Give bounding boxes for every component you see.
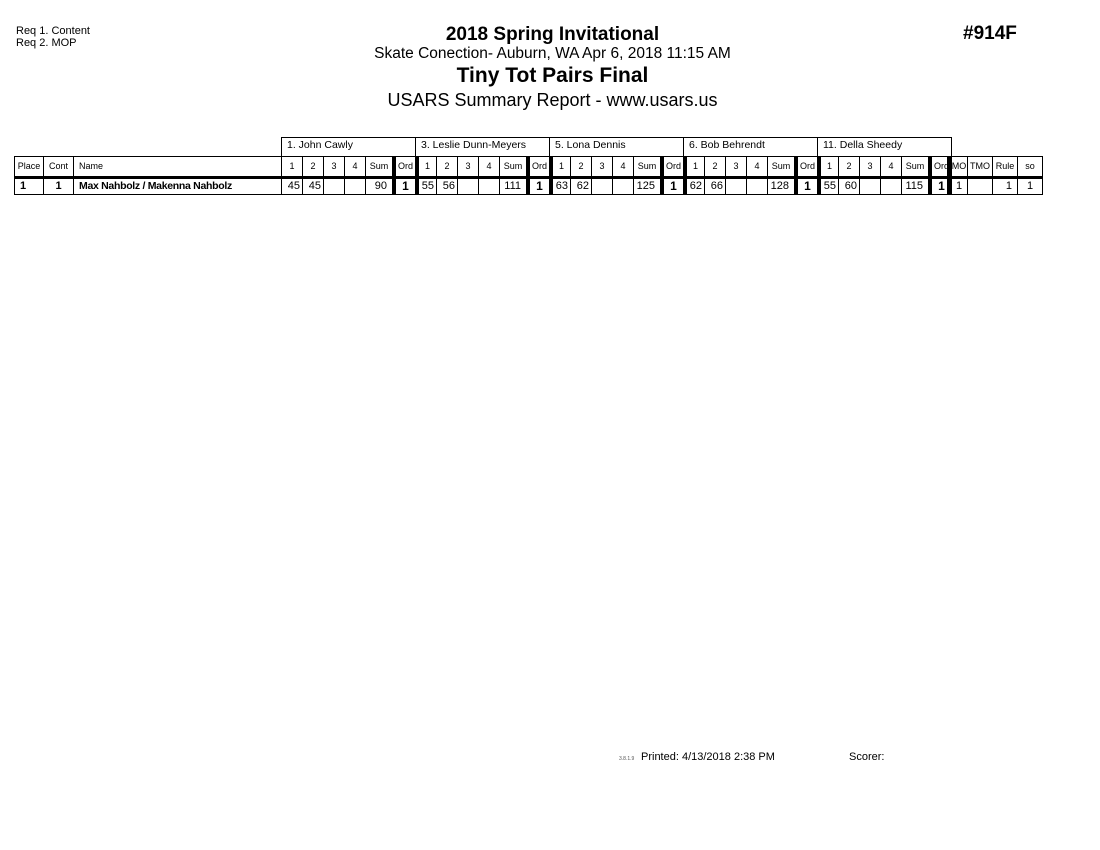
judge-4-score-sum: 128: [767, 178, 795, 195]
judge-3-col-header-s3: 3: [591, 156, 613, 177]
judge-2-score-s2: 56: [436, 178, 458, 195]
requirement-1: Req 1. Content: [16, 25, 90, 37]
judge-5-score-s4: [880, 178, 902, 195]
judge-4-col-header-sum: Sum: [767, 156, 795, 177]
judge-4-score-ord: 1: [794, 178, 818, 195]
judge-2-score-s4: [478, 178, 500, 195]
judge-2-col-header-s1: 1: [415, 156, 437, 177]
judge-3-col-header-s1: 1: [549, 156, 571, 177]
judge-5-col-header-s1: 1: [817, 156, 839, 177]
col-header-place: Place: [14, 156, 44, 177]
judge-5-score-sum: 115: [901, 178, 929, 195]
judge-1-col-header-ord: Ord: [392, 156, 416, 177]
software-version: [619, 751, 634, 763]
judge-4-score-s1: 62: [683, 178, 705, 195]
row-so: 1: [1017, 178, 1043, 195]
col-header-name: Name: [73, 156, 282, 177]
event-title: 2018 Spring Invitational: [445, 24, 660, 45]
judge-2-col-header-ord: Ord: [526, 156, 550, 177]
venue-line: Skate Conection- Auburn, WA Apr 6, 2018 11:15 AM: [374, 45, 731, 62]
version-label: 3.8.1.9: [619, 756, 635, 762]
judge-3-score-s3: [591, 178, 613, 195]
judge-3-score-sum: 125: [633, 178, 661, 195]
col-header-rule: Rule: [992, 156, 1018, 177]
col-header-tmo: TMO: [967, 156, 993, 177]
judge-5-col-header-s2: 2: [838, 156, 860, 177]
judge-3-col-header-sum: Sum: [633, 156, 661, 177]
judge-2-score-sum: 111: [499, 178, 527, 195]
judge-5-score-s3: [859, 178, 881, 195]
judge-1-score-s2: 45: [302, 178, 324, 195]
judge-2-col-header-s3: 3: [457, 156, 479, 177]
col-header-mo: MO: [947, 156, 968, 177]
judge-1-score-s1: 45: [281, 178, 303, 195]
judge-4-score-s3: [725, 178, 747, 195]
judge-5-score-s1: 55: [817, 178, 839, 195]
judge-3-score-s4: [612, 178, 634, 195]
row-cont: 1: [43, 178, 74, 195]
judge-header-3: 5. Lona Dennis: [549, 137, 684, 157]
judge-1-col-header-s4: 4: [344, 156, 366, 177]
judge-1-score-s4: [344, 178, 366, 195]
judge-4-score-s4: [746, 178, 768, 195]
judge-3-col-header-s4: 4: [612, 156, 634, 177]
report-title: USARS Summary Report - www.usars.us: [387, 90, 718, 110]
judge-4-col-header-ord: Ord: [794, 156, 818, 177]
row-name: Max Nahbolz / Makenna Nahbolz: [73, 178, 282, 195]
judge-header-2: 3. Leslie Dunn-Meyers: [415, 137, 550, 157]
judge-2-score-ord: 1: [526, 178, 550, 195]
judge-4-score-s2: 66: [704, 178, 726, 195]
judge-5-score-ord: 1: [928, 178, 952, 195]
event-code: #914F: [963, 23, 1017, 44]
judge-1-col-header-s1: 1: [281, 156, 303, 177]
judge-2-col-header-s4: 4: [478, 156, 500, 177]
judge-1-col-header-s3: 3: [323, 156, 345, 177]
judge-5-col-header-sum: Sum: [901, 156, 929, 177]
judge-3-col-header-s2: 2: [570, 156, 592, 177]
judge-1-col-header-s2: 2: [302, 156, 324, 177]
event-name: Tiny Tot Pairs Final: [456, 64, 649, 87]
row-place: 1: [14, 178, 44, 195]
judge-2-col-header-sum: Sum: [499, 156, 527, 177]
judge-5-score-s2: 60: [838, 178, 860, 195]
col-header-cont: Cont: [43, 156, 74, 177]
judge-4-col-header-s4: 4: [746, 156, 768, 177]
judge-1-score-ord: 1: [392, 178, 416, 195]
printed-timestamp: Printed: 4/13/2018 2:38 PM: [641, 751, 775, 763]
judge-3-score-s2: 62: [570, 178, 592, 195]
judge-header-1: 1. John Cawly: [281, 137, 416, 157]
judge-2-col-header-s2: 2: [436, 156, 458, 177]
row-mo: 1: [947, 178, 968, 195]
judge-5-col-header-s3: 3: [859, 156, 881, 177]
judge-3-score-s1: 63: [549, 178, 571, 195]
judge-3-score-ord: 1: [660, 178, 684, 195]
judge-2-score-s3: [457, 178, 479, 195]
judge-5-col-header-s4: 4: [880, 156, 902, 177]
judge-header-4: 6. Bob Behrendt: [683, 137, 818, 157]
judge-3-col-header-ord: Ord: [660, 156, 684, 177]
row-rule: 1: [992, 178, 1018, 195]
col-header-so: so: [1017, 156, 1043, 177]
requirement-2: Req 2. MOP: [16, 37, 77, 49]
judge-header-5: 11. Della Sheedy: [817, 137, 952, 157]
judge-4-col-header-s1: 1: [683, 156, 705, 177]
row-tmo: [967, 178, 993, 195]
scorer-label: Scorer:: [849, 751, 885, 763]
judge-1-score-sum: 90: [365, 178, 393, 195]
judge-1-col-header-sum: Sum: [365, 156, 393, 177]
judge-5-col-header-ord: Ord: [928, 156, 952, 177]
judge-2-score-s1: 55: [415, 178, 437, 195]
judge-4-col-header-s3: 3: [725, 156, 747, 177]
judge-4-col-header-s2: 2: [704, 156, 726, 177]
judge-1-score-s3: [323, 178, 345, 195]
